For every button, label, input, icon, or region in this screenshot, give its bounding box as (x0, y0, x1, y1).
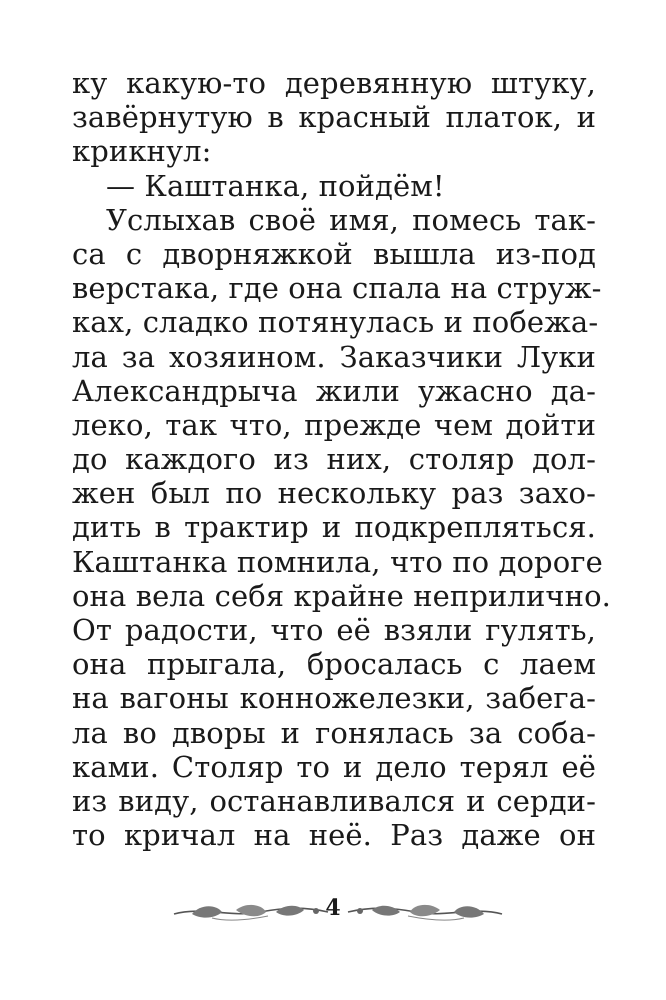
floral-flourish-icon (172, 900, 332, 924)
text-line: Услыхав своё имя, помесь так- (106, 202, 596, 237)
text-line: до каждого из них, столяр дол- (72, 442, 596, 477)
text-line: на вагоны конножелезки, забега- (72, 681, 596, 716)
text-line: ла за хозяином. Заказчики Луки (72, 339, 596, 374)
text-line: леко, так что, прежде чем дойти (72, 407, 596, 442)
text-line: ками. Столяр то и дело терял её (72, 749, 596, 784)
text-line: Александрыча жили ужасно да- (72, 373, 596, 408)
floral-flourish-icon (344, 900, 504, 924)
page-number: 4 (325, 895, 341, 921)
text-line: Каштанка помнила, что по дороге (72, 544, 603, 579)
text-line: верстака, где она спала на струж- (72, 271, 602, 306)
text-line: ла во дворы и гонялась за соба- (72, 715, 596, 750)
body-text (72, 66, 611, 853)
text-line: она вела себя крайне неприлично. (72, 578, 611, 613)
text-line: крикнул: (72, 134, 212, 169)
text-line: завёрнутую в красный платок, и (72, 100, 596, 135)
text-line: из виду, останавливался и серди- (72, 783, 596, 818)
text-line: она прыгала, бросалась с лаем (72, 647, 596, 682)
text-line: дить в трактир и подкрепляться. (72, 510, 596, 545)
text-line: са с дворняжкой вышла из-под (72, 236, 596, 271)
page-footer (0, 892, 666, 932)
text-line: жен был по нескольку раз захо- (72, 476, 596, 511)
text-line: ках, сладко потянулась и побежа- (72, 305, 599, 340)
text-line: ку какую-то деревянную штуку, (72, 66, 596, 100)
text-line: то кричал на неё. Раз даже он (72, 818, 596, 853)
dialogue-line: — Каштанка, пойдём! (106, 168, 445, 203)
text-line: От радости, что её взяли гулять, (72, 613, 596, 647)
